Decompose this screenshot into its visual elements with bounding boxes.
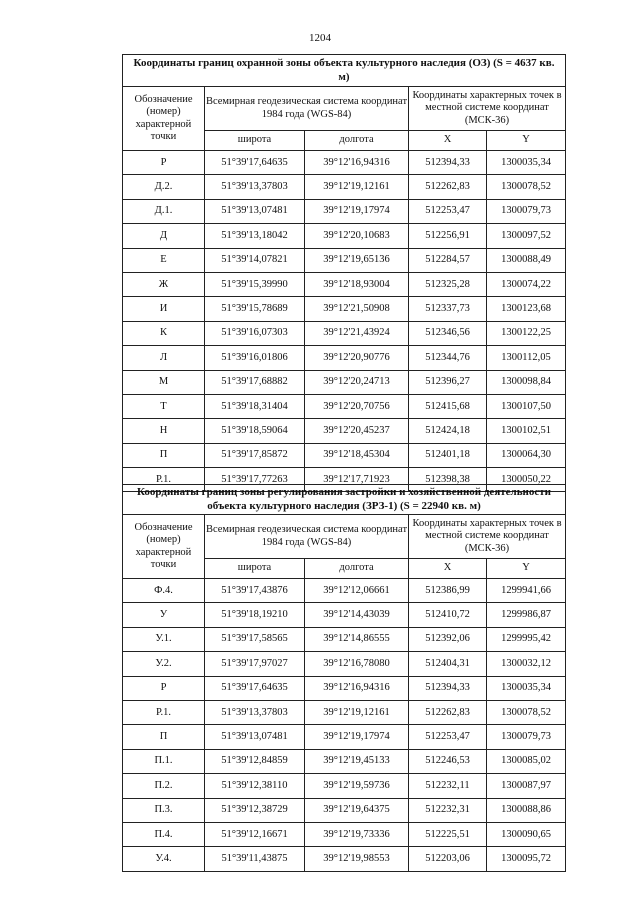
y-cell: 1300095,72 (487, 847, 566, 871)
x-cell: 512398,38 (409, 468, 487, 492)
longitude-cell: 39°12'21,50908 (305, 297, 409, 321)
latitude-cell: 51°39'11,43875 (205, 847, 305, 871)
point-cell: П (123, 443, 205, 467)
latitude-cell: 51°39'17,85872 (205, 443, 305, 467)
longitude-cell: 39°12'17,71923 (305, 468, 409, 492)
longitude-cell: 39°12'20,70756 (305, 394, 409, 418)
y-header: Y (487, 131, 566, 151)
point-header: Обозначение (номер) характерной точки (123, 515, 205, 579)
x-cell: 512225,51 (409, 822, 487, 846)
y-cell: 1299995,42 (487, 627, 566, 651)
x-cell: 512253,47 (409, 199, 487, 223)
local-system-header: Координаты характерных точек в местной системе координат (МСК-36) (409, 515, 566, 559)
latitude-cell: 51°39'17,58565 (205, 627, 305, 651)
x-cell: 512392,06 (409, 627, 487, 651)
longitude-cell: 39°12'14,43039 (305, 603, 409, 627)
y-cell: 1300090,65 (487, 822, 566, 846)
y-cell: 1300085,02 (487, 749, 566, 773)
table-row (123, 847, 566, 871)
table-row (123, 627, 566, 651)
longitude-header: долгота (305, 559, 409, 579)
table-row (123, 419, 566, 443)
x-cell: 512401,18 (409, 443, 487, 467)
x-cell: 512337,73 (409, 297, 487, 321)
y-cell: 1300102,51 (487, 419, 566, 443)
x-cell: 512262,83 (409, 175, 487, 199)
table-row (123, 700, 566, 724)
latitude-cell: 51°39'16,07303 (205, 321, 305, 345)
point-cell: Е (123, 248, 205, 272)
x-cell: 512262,83 (409, 700, 487, 724)
x-cell: 512410,72 (409, 603, 487, 627)
table-row (123, 652, 566, 676)
longitude-cell: 39°12'20,10683 (305, 224, 409, 248)
latitude-cell: 51°39'12,16671 (205, 822, 305, 846)
latitude-cell: 51°39'15,39990 (205, 272, 305, 296)
oz-table-body (123, 151, 566, 492)
x-cell: 512394,33 (409, 676, 487, 700)
longitude-cell: 39°12'16,78080 (305, 652, 409, 676)
y-cell: 1299941,66 (487, 579, 566, 603)
latitude-cell: 51°39'12,38110 (205, 774, 305, 798)
latitude-cell: 51°39'13,37803 (205, 175, 305, 199)
y-cell: 1300098,84 (487, 370, 566, 394)
longitude-cell: 39°12'19,65136 (305, 248, 409, 272)
point-cell: Д (123, 224, 205, 248)
y-cell: 1300088,49 (487, 248, 566, 272)
y-cell: 1300074,22 (487, 272, 566, 296)
table-row (123, 579, 566, 603)
y-cell: 1300064,30 (487, 443, 566, 467)
latitude-cell: 51°39'12,84859 (205, 749, 305, 773)
longitude-cell: 39°12'19,12161 (305, 175, 409, 199)
zrz-coordinates-table (122, 484, 566, 872)
x-cell: 512253,47 (409, 725, 487, 749)
y-cell: 1300122,25 (487, 321, 566, 345)
longitude-cell: 39°12'16,94316 (305, 151, 409, 175)
oz-coordinates-table (122, 54, 566, 492)
table-row (123, 224, 566, 248)
longitude-cell: 39°12'21,43924 (305, 321, 409, 345)
y-cell: 1300107,50 (487, 394, 566, 418)
y-cell: 1300087,97 (487, 774, 566, 798)
table-row (123, 248, 566, 272)
longitude-cell: 39°12'19,12161 (305, 700, 409, 724)
x-cell: 512256,91 (409, 224, 487, 248)
y-cell: 1300035,34 (487, 676, 566, 700)
latitude-cell: 51°39'13,18042 (205, 224, 305, 248)
point-header: Обозначение (номер) характерной точки (123, 87, 205, 151)
page-number: 1204 (309, 32, 331, 44)
latitude-cell: 51°39'17,97027 (205, 652, 305, 676)
latitude-cell: 51°39'17,77263 (205, 468, 305, 492)
table-row (123, 676, 566, 700)
table-row (123, 443, 566, 467)
point-cell: Р (123, 151, 205, 175)
table-title: Координаты границ охранной зоны объекта культурного наследия (ОЗ) (S = 4637 кв. м) (123, 55, 566, 87)
point-cell: П.2. (123, 774, 205, 798)
point-cell: Н (123, 419, 205, 443)
point-cell: М (123, 370, 205, 394)
wgs-header: Всемирная геодезическая система координат 1984 года (WGS-84) (205, 87, 409, 131)
point-cell: У.2. (123, 652, 205, 676)
table-row (123, 321, 566, 345)
latitude-cell: 51°39'17,64635 (205, 151, 305, 175)
longitude-cell: 39°12'18,93004 (305, 272, 409, 296)
x-cell: 512424,18 (409, 419, 487, 443)
longitude-cell: 39°12'20,24713 (305, 370, 409, 394)
longitude-cell: 39°12'20,90776 (305, 346, 409, 370)
latitude-cell: 51°39'17,64635 (205, 676, 305, 700)
x-cell: 512232,31 (409, 798, 487, 822)
longitude-cell: 39°12'14,86555 (305, 627, 409, 651)
x-cell: 512415,68 (409, 394, 487, 418)
x-cell: 512396,27 (409, 370, 487, 394)
local-system-header: Координаты характерных точек в местной системе координат (МСК-36) (409, 87, 566, 131)
longitude-cell: 39°12'20,45237 (305, 419, 409, 443)
point-cell: Т (123, 394, 205, 418)
y-cell: 1300032,12 (487, 652, 566, 676)
latitude-cell: 51°39'16,01806 (205, 346, 305, 370)
point-cell: У.1. (123, 627, 205, 651)
x-cell: 512246,53 (409, 749, 487, 773)
table-row (123, 272, 566, 296)
y-cell: 1300050,22 (487, 468, 566, 492)
x-cell: 512404,31 (409, 652, 487, 676)
longitude-cell: 39°12'19,98553 (305, 847, 409, 871)
latitude-cell: 51°39'18,31404 (205, 394, 305, 418)
point-cell: И (123, 297, 205, 321)
latitude-cell: 51°39'13,37803 (205, 700, 305, 724)
latitude-cell: 51°39'18,19210 (205, 603, 305, 627)
x-cell: 512344,76 (409, 346, 487, 370)
y-cell: 1300079,73 (487, 199, 566, 223)
table-row (123, 151, 566, 175)
latitude-cell: 51°39'12,38729 (205, 798, 305, 822)
x-header: X (409, 131, 487, 151)
y-cell: 1300088,86 (487, 798, 566, 822)
point-cell: У.4. (123, 847, 205, 871)
point-cell: К (123, 321, 205, 345)
table-row (123, 297, 566, 321)
table-row (123, 749, 566, 773)
longitude-cell: 39°12'19,59736 (305, 774, 409, 798)
latitude-cell: 51°39'17,68882 (205, 370, 305, 394)
point-cell: У (123, 603, 205, 627)
longitude-cell: 39°12'19,45133 (305, 749, 409, 773)
longitude-cell: 39°12'16,94316 (305, 676, 409, 700)
wgs-header: Всемирная геодезическая система координат 1984 года (WGS-84) (205, 515, 409, 559)
table-row (123, 603, 566, 627)
x-cell: 512284,57 (409, 248, 487, 272)
longitude-cell: 39°12'19,64375 (305, 798, 409, 822)
point-cell: П (123, 725, 205, 749)
point-cell: П.3. (123, 798, 205, 822)
point-cell: Л (123, 346, 205, 370)
table-row (123, 370, 566, 394)
table-row (123, 774, 566, 798)
y-cell: 1300035,34 (487, 151, 566, 175)
longitude-cell: 39°12'19,17974 (305, 199, 409, 223)
point-cell: Р.1. (123, 468, 205, 492)
latitude-header: широта (205, 131, 305, 151)
y-cell: 1299986,87 (487, 603, 566, 627)
x-cell: 512232,11 (409, 774, 487, 798)
x-cell: 512394,33 (409, 151, 487, 175)
y-cell: 1300112,05 (487, 346, 566, 370)
latitude-cell: 51°39'14,07821 (205, 248, 305, 272)
zrz-table-body (123, 579, 566, 872)
y-cell: 1300123,68 (487, 297, 566, 321)
x-cell: 512325,28 (409, 272, 487, 296)
y-cell: 1300078,52 (487, 700, 566, 724)
latitude-cell: 51°39'15,78689 (205, 297, 305, 321)
point-cell: П.1. (123, 749, 205, 773)
longitude-cell: 39°12'19,73336 (305, 822, 409, 846)
x-header: X (409, 559, 487, 579)
latitude-cell: 51°39'17,43876 (205, 579, 305, 603)
longitude-cell: 39°12'18,45304 (305, 443, 409, 467)
table-row (123, 394, 566, 418)
y-cell: 1300097,52 (487, 224, 566, 248)
point-cell: П.4. (123, 822, 205, 846)
y-cell: 1300078,52 (487, 175, 566, 199)
y-header: Y (487, 559, 566, 579)
x-cell: 512386,99 (409, 579, 487, 603)
longitude-cell: 39°12'12,06661 (305, 579, 409, 603)
table-row (123, 199, 566, 223)
table-row (123, 822, 566, 846)
table-row (123, 175, 566, 199)
point-cell: Д.2. (123, 175, 205, 199)
point-cell: Ж (123, 272, 205, 296)
x-cell: 512203,06 (409, 847, 487, 871)
table-row (123, 725, 566, 749)
table-row (123, 346, 566, 370)
latitude-cell: 51°39'18,59064 (205, 419, 305, 443)
latitude-header: широта (205, 559, 305, 579)
latitude-cell: 51°39'13,07481 (205, 725, 305, 749)
table-title: Координаты границ зоны регулирования застройки и хозяйственной деятельности объекта культурного наследия (ЗРЗ-1) (S = 22940 кв. м) (123, 485, 566, 515)
point-cell: Д.1. (123, 199, 205, 223)
x-cell: 512346,56 (409, 321, 487, 345)
latitude-cell: 51°39'13,07481 (205, 199, 305, 223)
point-cell: Р (123, 676, 205, 700)
longitude-header: долгота (305, 131, 409, 151)
longitude-cell: 39°12'19,17974 (305, 725, 409, 749)
point-cell: Ф.4. (123, 579, 205, 603)
y-cell: 1300079,73 (487, 725, 566, 749)
point-cell: Р.1. (123, 700, 205, 724)
table-row (123, 798, 566, 822)
